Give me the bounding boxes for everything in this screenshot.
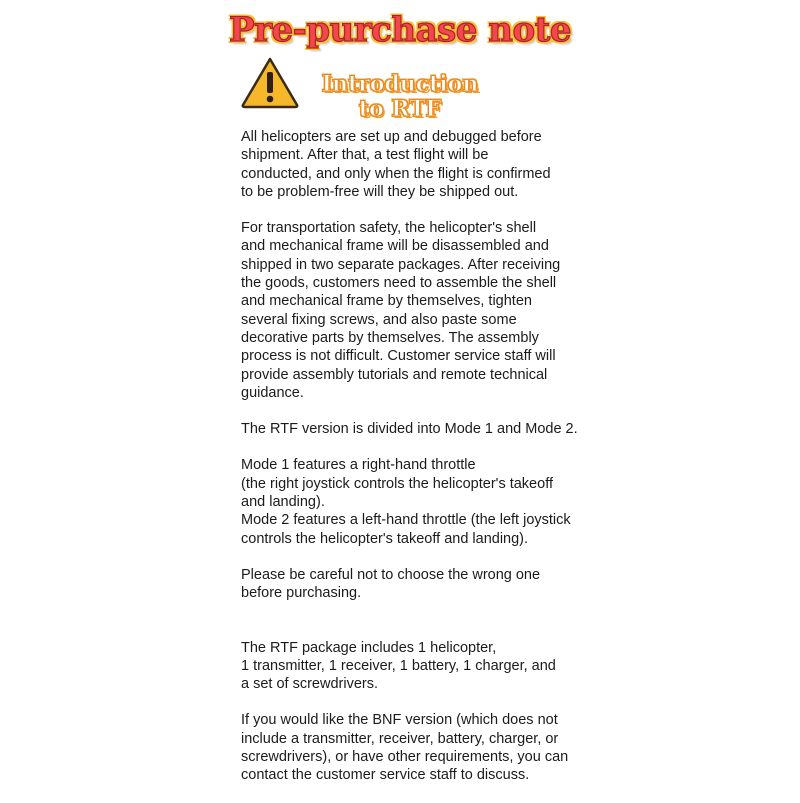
section-subtitle: Introduction to RTF [321,71,479,122]
paragraph-package: The RTF package includes 1 helicopter, 1 transmitter, 1 receiver, 1 battery, 1 charger, and a set of screwdrivers. [241,639,556,693]
paragraph-warning: Please be careful not to choose the wrong one before purchasing. [241,566,541,602]
page-title: Pre-purchase note [229,10,571,50]
warning-icon [240,56,300,110]
paragraph-testing: All helicopters are set up and debugged before shipment. After that, a test flight will be conducted, and only when the flight is confirmed to be problem-free will they be shipped out. [241,129,551,200]
paragraph-modes-detail: Mode 1 features a right-hand throttle (the right joystick controls the helicopter's takeoff and landing). Mode 2 features a left-hand throttle (the left joystick controls the helicopter's takeoff and landing). [241,457,571,547]
note-body [241,128,581,803]
paragraph-shipping: For transportation safety, the helicopter's shell and mechanical frame will be disassembled and shipped in two separate packages. After receiving the goods, customers need to assemble the shell and mechanical frame by themselves, tighten several fixing screws, and also paste some decorative parts by themselves. The assembly process is not difficult. Customer service staff will provide assembly tutorials and remote technical guidance. [241,220,561,401]
paragraph-bnf: If you would like the BNF version (which does not include a transmitter, receiver, battery, charger, or screwdrivers), or have other requirements, you can contact the customer service staff to discuss. [241,712,569,784]
paragraph-modes-intro: The RTF version is divided into Mode 1 and Mode 2. [241,421,578,438]
